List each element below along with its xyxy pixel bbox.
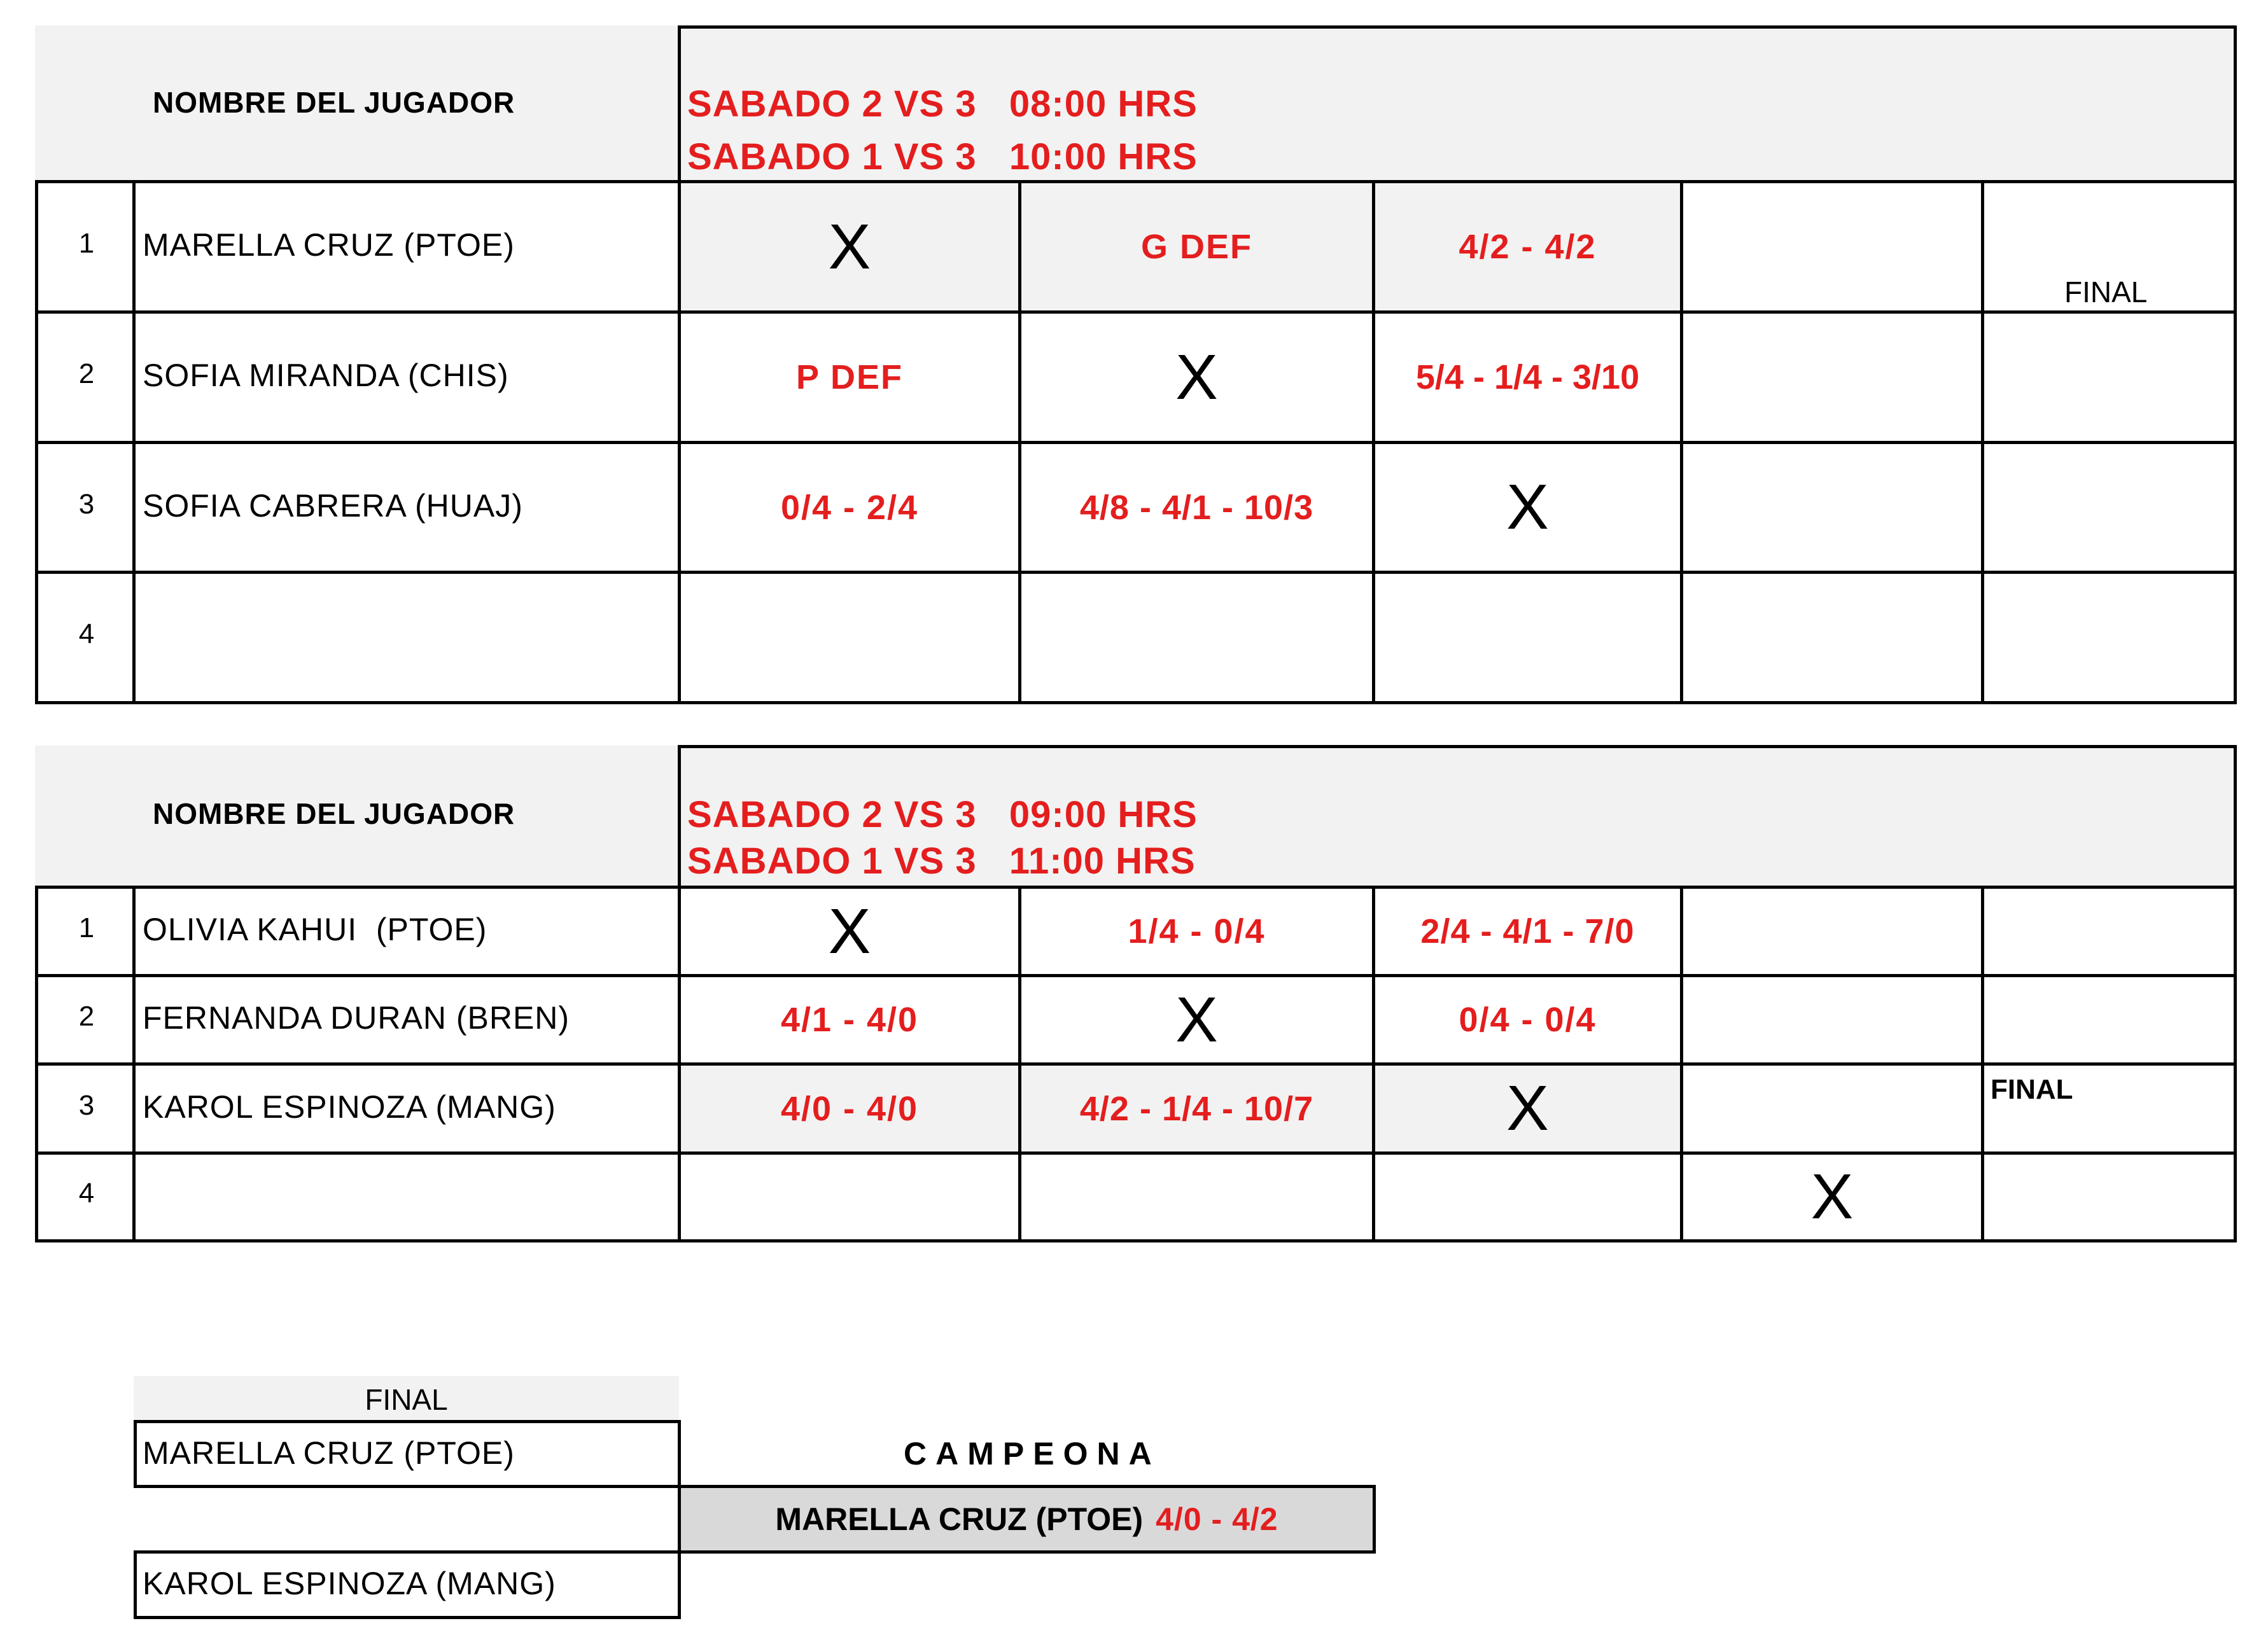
- group2-schedule-line-1: SABADO 2 VS 3 09:00 HRS: [687, 794, 1198, 835]
- final-player-bottom: KAROL ESPINOZA (MANG): [143, 1566, 556, 1601]
- group1-row-number: 3: [78, 489, 95, 520]
- group1-result-cell: [1683, 574, 1981, 701]
- group1-player-name-header: NOMBRE DEL JUGADOR: [153, 86, 515, 119]
- champion-header: CAMPEONA: [904, 1436, 1161, 1472]
- group1-schedule-line-2: SABADO 1 VS 3 10:00 HRS: [687, 136, 1198, 177]
- grid-line: [1981, 886, 1984, 1242]
- group2-row-number: 3: [78, 1090, 95, 1121]
- group1-result-cell: [1683, 444, 1981, 571]
- group2-result-cell: 4/2 - 1/4 - 10/7: [1079, 1089, 1314, 1128]
- group2-result-cell: 1/4 - 0/4: [1128, 912, 1266, 950]
- group1-result-cell: [681, 574, 1018, 701]
- group1-schedule-line-1: SABADO 2 VS 3 08:00 HRS: [687, 83, 1198, 125]
- group1-result-cell: 0/4 - 2/4: [780, 488, 919, 527]
- group1-row-number: 2: [78, 358, 95, 389]
- grid-line: [35, 1239, 2237, 1242]
- grid-line: [2234, 25, 2237, 704]
- group2-result-cell: 2/4 - 4/1 - 7/0: [1420, 912, 1635, 950]
- grid-line: [678, 25, 2237, 29]
- group2-result-cell: [681, 1155, 1018, 1239]
- group2-result-cell: 4/1 - 4/0: [780, 1001, 919, 1039]
- group1-final-label: FINAL: [2064, 275, 2148, 309]
- group1-player-name: SOFIA CABRERA (HUAJ): [143, 488, 523, 524]
- group2-result-cell: [1683, 889, 1981, 974]
- champion-box: [678, 1485, 1376, 1554]
- group2-result-cell: X: [828, 895, 871, 967]
- group2-result-cell: X: [1506, 1073, 1549, 1144]
- group1-player-name: SOFIA MIRANDA (CHIS): [143, 358, 509, 393]
- group1-result-cell: [1683, 314, 1981, 441]
- group2-player-name: KAROL ESPINOZA (MANG): [143, 1089, 556, 1125]
- group2-player-name-header: NOMBRE DEL JUGADOR: [153, 797, 515, 830]
- group2-player-name: FERNANDA DURAN (BREN): [143, 1000, 570, 1036]
- group2-result-cell: [1683, 1066, 1981, 1152]
- grid-line: [678, 745, 2237, 748]
- group2-player-name: OLIVIA KAHUI (PTOE): [143, 912, 487, 947]
- group2-row-number: 2: [78, 1001, 95, 1032]
- group1-result-cell: G DEF: [1140, 228, 1252, 266]
- grid-line: [35, 180, 38, 704]
- group1-result-cell: [1375, 574, 1680, 701]
- grid-line: [35, 886, 38, 1242]
- group1-result-cell: P DEF: [795, 358, 904, 396]
- group2-result-cell: [1375, 1155, 1680, 1239]
- champion-name: MARELLA CRUZ (PTOE): [775, 1501, 1144, 1537]
- group2-row-number: 1: [78, 912, 95, 943]
- group1-result-cell: X: [1175, 341, 1218, 413]
- group2-schedule-line-2: SABADO 1 VS 3 11:00 HRS: [687, 840, 1196, 882]
- grid-line: [2234, 745, 2237, 1242]
- group1-result-cell: 4/2 - 4/2: [1459, 228, 1597, 266]
- group1-result-cell: 5/4 - 1/4 - 3/10: [1415, 358, 1640, 396]
- champion-score: 4/0 - 4/2: [1156, 1501, 1278, 1537]
- final-title: FINAL: [365, 1383, 448, 1416]
- group2-final-label: FINAL: [1991, 1074, 2073, 1105]
- group1-result-cell: [1683, 183, 1981, 310]
- group2-result-cell: X: [1175, 984, 1218, 1055]
- final-player-top: MARELLA CRUZ (PTOE): [143, 1435, 515, 1471]
- group2-result-cell: [1683, 977, 1981, 1062]
- group1-result-cell: [1021, 574, 1372, 701]
- group2-result-cell: [1021, 1155, 1372, 1239]
- group2-result-cell: 4/0 - 4/0: [780, 1089, 919, 1128]
- group2-result-cell: X: [1810, 1161, 1854, 1232]
- group1-row-number: 1: [78, 228, 95, 259]
- group1-result-cell: X: [1506, 471, 1549, 543]
- grid-line: [1981, 180, 1984, 704]
- group1-result-cell: X: [828, 211, 871, 282]
- group1-player-name: MARELLA CRUZ (PTOE): [143, 227, 515, 263]
- group1-row-number: 4: [78, 618, 95, 650]
- group2-result-cell: 0/4 - 0/4: [1459, 1001, 1597, 1039]
- group1-result-cell: 4/8 - 4/1 - 10/3: [1079, 488, 1314, 527]
- group2-row-number: 4: [78, 1178, 95, 1209]
- grid-line: [35, 701, 2237, 704]
